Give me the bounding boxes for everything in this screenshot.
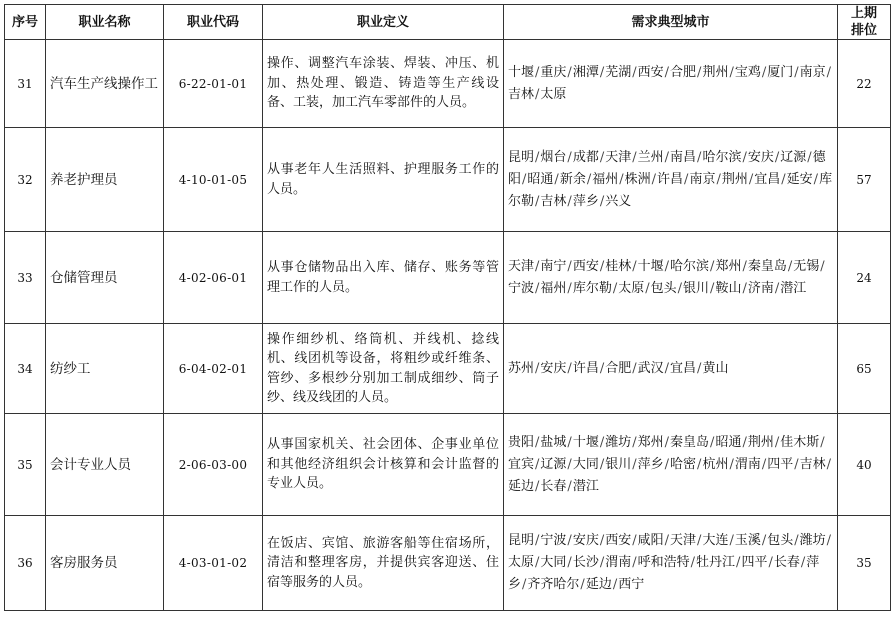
header-idx: 序号 bbox=[5, 5, 46, 40]
city-name: 包头 bbox=[650, 280, 677, 296]
city-name: 哈尔滨 bbox=[702, 149, 742, 165]
city-separator: / bbox=[826, 456, 832, 472]
city-name: 四平 bbox=[741, 555, 768, 570]
city-name: 宁波 bbox=[540, 533, 567, 548]
city-name: 太原 bbox=[618, 280, 645, 296]
city-name: 安庆 bbox=[747, 149, 774, 165]
city-separator: / bbox=[794, 533, 799, 548]
city-separator: / bbox=[535, 149, 540, 165]
city-name: 长沙 bbox=[572, 555, 599, 570]
city-name: 许昌 bbox=[572, 360, 599, 376]
header-cities: 需求典型城市 bbox=[504, 5, 838, 40]
city-name: 荆州 bbox=[721, 171, 748, 187]
city-name: 南京 bbox=[799, 64, 826, 80]
row-last-rank: 65 bbox=[838, 324, 891, 414]
row-idx: 34 bbox=[5, 324, 46, 414]
city-name: 荆州 bbox=[747, 434, 774, 450]
table-row bbox=[5, 128, 891, 232]
city-name: 潜江 bbox=[780, 280, 807, 296]
row-job-code: 6-04-02-01 bbox=[164, 324, 263, 414]
city-separator: / bbox=[535, 193, 540, 209]
row-idx: 35 bbox=[5, 414, 46, 516]
city-name: 厦门 bbox=[767, 64, 794, 80]
city-separator: / bbox=[664, 64, 670, 80]
city-separator: / bbox=[781, 171, 786, 187]
city-separator: / bbox=[787, 258, 793, 274]
city-name: 十堰 bbox=[508, 64, 535, 80]
city-separator: / bbox=[535, 478, 540, 494]
city-separator: / bbox=[697, 149, 702, 165]
table-row bbox=[5, 232, 891, 324]
city-separator: / bbox=[535, 555, 540, 570]
city-name: 昆明 bbox=[508, 149, 535, 165]
city-separator: / bbox=[632, 434, 637, 450]
city-name: 秦皇岛 bbox=[747, 258, 787, 274]
city-separator: / bbox=[664, 533, 670, 548]
city-name: 潍坊 bbox=[799, 533, 826, 548]
city-separator: / bbox=[567, 280, 572, 296]
city-name: 郑州 bbox=[637, 434, 664, 450]
row-job-definition: 从事老年人生活照料、护理服务工作的人员。 bbox=[263, 128, 504, 232]
city-separator: / bbox=[761, 456, 767, 472]
city-separator: / bbox=[599, 456, 605, 472]
city-name: 大连 bbox=[702, 533, 729, 548]
city-separator: / bbox=[599, 193, 605, 209]
city-name: 烟台 bbox=[540, 149, 567, 165]
city-separator: / bbox=[690, 555, 696, 570]
city-separator: / bbox=[664, 258, 670, 274]
city-separator: / bbox=[535, 258, 540, 274]
city-separator: / bbox=[522, 577, 527, 592]
city-separator: / bbox=[567, 456, 572, 472]
city-name: 库尔勒 bbox=[508, 171, 833, 209]
city-name: 合肥 bbox=[605, 360, 632, 376]
city-name: 宁波 bbox=[508, 280, 535, 296]
job-demand-table bbox=[4, 4, 891, 611]
header-rank: 上期排位 bbox=[838, 5, 891, 40]
city-separator: / bbox=[710, 258, 715, 274]
city-separator: / bbox=[774, 149, 780, 165]
row-cities bbox=[504, 516, 838, 611]
city-name: 潜江 bbox=[572, 478, 599, 494]
city-separator: / bbox=[729, 456, 734, 472]
city-separator: / bbox=[710, 280, 715, 296]
city-name: 南宁 bbox=[540, 258, 567, 274]
city-separator: / bbox=[664, 456, 670, 472]
city-name: 重庆 bbox=[540, 64, 567, 80]
row-last-rank: 24 bbox=[838, 232, 891, 324]
city-name: 十堰 bbox=[572, 434, 599, 450]
city-separator: / bbox=[632, 555, 637, 570]
city-separator: / bbox=[632, 456, 637, 472]
city-separator: / bbox=[820, 258, 825, 274]
city-name: 佳木斯 bbox=[780, 434, 820, 450]
city-separator: / bbox=[567, 434, 572, 450]
table-row bbox=[5, 516, 891, 611]
city-name: 湘潭 bbox=[572, 64, 599, 80]
city-name: 新余 bbox=[559, 171, 586, 187]
row-idx: 31 bbox=[5, 40, 46, 128]
city-separator: / bbox=[599, 434, 605, 450]
city-separator: / bbox=[554, 171, 559, 187]
city-separator: / bbox=[807, 149, 812, 165]
city-separator: / bbox=[535, 456, 540, 472]
city-name: 辽源 bbox=[540, 456, 567, 472]
city-separator: / bbox=[567, 478, 572, 494]
city-separator: / bbox=[567, 149, 572, 165]
city-separator: / bbox=[677, 280, 683, 296]
city-name: 安庆 bbox=[540, 360, 567, 376]
city-separator: / bbox=[599, 149, 605, 165]
city-separator: / bbox=[800, 555, 806, 570]
city-separator: / bbox=[599, 64, 605, 80]
city-name: 西宁 bbox=[618, 577, 645, 592]
city-separator: / bbox=[632, 64, 637, 80]
city-separator: / bbox=[599, 533, 605, 548]
city-name: 昭通 bbox=[715, 434, 742, 450]
row-job-name: 养老护理员 bbox=[46, 128, 164, 232]
city-name: 哈密 bbox=[670, 456, 697, 472]
city-name: 西安 bbox=[637, 64, 664, 80]
city-name: 潍坊 bbox=[605, 434, 632, 450]
row-last-rank: 35 bbox=[838, 516, 891, 611]
city-separator: / bbox=[567, 258, 572, 274]
city-separator: / bbox=[567, 64, 572, 80]
city-separator: / bbox=[535, 64, 540, 80]
row-job-definition: 从事国家机关、社会团体、企事业单位和其他经济组织会计核算和会计监督的专业人员。 bbox=[263, 414, 504, 516]
city-name: 株洲 bbox=[624, 171, 651, 187]
city-separator: / bbox=[761, 64, 767, 80]
city-name: 苏州 bbox=[508, 360, 535, 376]
city-name: 贵阳 bbox=[508, 434, 535, 450]
city-name: 武汉 bbox=[637, 360, 664, 376]
city-separator: / bbox=[567, 360, 572, 376]
city-name: 盐城 bbox=[540, 434, 567, 450]
city-separator: / bbox=[774, 280, 780, 296]
city-separator: / bbox=[826, 64, 832, 80]
header-row bbox=[5, 5, 891, 40]
city-separator: / bbox=[684, 171, 689, 187]
city-separator: / bbox=[632, 258, 637, 274]
row-job-name: 纺纱工 bbox=[46, 324, 164, 414]
row-job-name: 会计专业人员 bbox=[46, 414, 164, 516]
city-name: 成都 bbox=[572, 149, 599, 165]
city-name: 吉林 bbox=[799, 456, 826, 472]
city-name: 德阳 bbox=[508, 149, 826, 187]
table-row bbox=[5, 324, 891, 414]
job-demand-table-page bbox=[4, 4, 891, 611]
city-name: 渭南 bbox=[605, 555, 632, 570]
city-name: 咸阳 bbox=[637, 533, 664, 548]
city-name: 银川 bbox=[605, 456, 632, 472]
city-separator: / bbox=[567, 533, 572, 548]
city-separator: / bbox=[632, 149, 637, 165]
city-name: 南京 bbox=[689, 171, 716, 187]
city-name: 黄山 bbox=[702, 360, 729, 376]
city-name: 长春 bbox=[540, 478, 567, 494]
city-separator: / bbox=[813, 171, 819, 187]
city-name: 西安 bbox=[605, 533, 632, 548]
city-name: 宝鸡 bbox=[734, 64, 761, 80]
city-name: 无锡 bbox=[793, 258, 820, 274]
city-separator: / bbox=[586, 171, 592, 187]
city-name: 萍乡 bbox=[637, 456, 664, 472]
city-separator: / bbox=[535, 86, 540, 102]
city-name: 大同 bbox=[540, 555, 567, 570]
city-name: 萍乡 bbox=[572, 193, 599, 209]
city-name: 郑州 bbox=[715, 258, 742, 274]
row-idx: 36 bbox=[5, 516, 46, 611]
header-definition: 职业定义 bbox=[263, 5, 504, 40]
city-separator: / bbox=[826, 533, 832, 548]
city-name: 太原 bbox=[540, 86, 567, 102]
header-name: 职业名称 bbox=[46, 5, 164, 40]
city-name: 福州 bbox=[540, 280, 567, 296]
city-separator: / bbox=[664, 360, 670, 376]
city-separator: / bbox=[716, 171, 721, 187]
city-separator: / bbox=[794, 64, 799, 80]
city-name: 兴义 bbox=[605, 193, 632, 209]
city-name: 合肥 bbox=[670, 64, 697, 80]
city-name: 哈尔滨 bbox=[670, 258, 710, 274]
city-name: 天津 bbox=[605, 149, 632, 165]
city-separator: / bbox=[522, 171, 527, 187]
city-separator: / bbox=[742, 434, 747, 450]
row-idx: 32 bbox=[5, 128, 46, 232]
row-job-code: 4-03-01-02 bbox=[164, 516, 263, 611]
row-cities bbox=[504, 128, 838, 232]
row-job-name: 客房服务员 bbox=[46, 516, 164, 611]
city-name: 南昌 bbox=[670, 149, 697, 165]
city-name: 安庆 bbox=[572, 533, 599, 548]
row-job-code: 4-02-06-01 bbox=[164, 232, 263, 324]
table-row bbox=[5, 414, 891, 516]
city-name: 吉林 bbox=[540, 193, 567, 209]
city-separator: / bbox=[664, 149, 670, 165]
city-name: 辽源 bbox=[780, 149, 807, 165]
city-name: 桂林 bbox=[605, 258, 632, 274]
row-cities bbox=[504, 40, 838, 128]
city-name: 荆州 bbox=[702, 64, 729, 80]
city-name: 包头 bbox=[767, 533, 794, 548]
city-separator: / bbox=[535, 360, 540, 376]
row-last-rank: 22 bbox=[838, 40, 891, 128]
city-separator: / bbox=[612, 577, 618, 592]
city-name: 牡丹江 bbox=[696, 555, 736, 570]
city-separator: / bbox=[729, 533, 734, 548]
city-separator: / bbox=[774, 434, 780, 450]
row-cities bbox=[504, 324, 838, 414]
row-idx: 33 bbox=[5, 232, 46, 324]
city-name: 齐齐哈尔 bbox=[527, 577, 580, 592]
city-name: 延边 bbox=[508, 478, 535, 494]
city-separator: / bbox=[567, 555, 572, 570]
city-separator: / bbox=[729, 64, 734, 80]
city-name: 许昌 bbox=[657, 171, 684, 187]
city-separator: / bbox=[651, 171, 657, 187]
city-separator: / bbox=[632, 360, 637, 376]
table-row bbox=[5, 40, 891, 128]
city-separator: / bbox=[535, 280, 540, 296]
row-job-code: 4-10-01-05 bbox=[164, 128, 263, 232]
city-name: 西安 bbox=[572, 258, 599, 274]
city-name: 渭南 bbox=[734, 456, 761, 472]
city-separator: / bbox=[632, 533, 637, 548]
city-name: 延安 bbox=[786, 171, 813, 187]
city-name: 芜湖 bbox=[605, 64, 632, 80]
city-name: 天津 bbox=[508, 258, 535, 274]
city-separator: / bbox=[820, 434, 825, 450]
city-name: 库尔勒 bbox=[572, 280, 612, 296]
city-separator: / bbox=[742, 258, 747, 274]
row-cities bbox=[504, 232, 838, 324]
row-job-name: 仓储管理员 bbox=[46, 232, 164, 324]
city-name: 呼和浩特 bbox=[637, 555, 690, 570]
city-name: 福州 bbox=[592, 171, 619, 187]
city-separator: / bbox=[599, 360, 605, 376]
city-separator: / bbox=[664, 434, 670, 450]
city-separator: / bbox=[742, 149, 747, 165]
row-job-definition: 操作、调整汽车涂装、焊装、冲压、机加、热处理、锻造、铸造等生产线设备、工装，加工汽车零部件的人员。 bbox=[263, 40, 504, 128]
city-separator: / bbox=[768, 555, 773, 570]
city-separator: / bbox=[567, 193, 572, 209]
city-name: 延边 bbox=[585, 577, 612, 592]
city-separator: / bbox=[697, 533, 702, 548]
city-name: 秦皇岛 bbox=[670, 434, 710, 450]
city-separator: / bbox=[535, 434, 540, 450]
city-separator: / bbox=[697, 456, 702, 472]
city-separator: / bbox=[697, 64, 702, 80]
city-separator: / bbox=[748, 171, 754, 187]
city-name: 宜宾 bbox=[508, 456, 535, 472]
city-separator: / bbox=[612, 280, 618, 296]
row-job-definition: 从事仓储物品出入库、储存、账务等管理工作的人员。 bbox=[263, 232, 504, 324]
city-name: 萍乡 bbox=[508, 555, 820, 592]
city-separator: / bbox=[599, 258, 605, 274]
city-name: 吉林 bbox=[508, 86, 535, 102]
city-name: 天津 bbox=[670, 533, 697, 548]
row-job-definition: 操作细纱机、络筒机、并线机、捻线机、线团机等设备，将粗纱或纤维条、管纱、多根纱分别加工制成细纱、筒子纱、线及线团的人员。 bbox=[263, 324, 504, 414]
row-job-definition: 在饭店、宾馆、旅游客船等住宿场所，清洁和整理客房，并提供宾客迎送、住宿等服务的人员。 bbox=[263, 516, 504, 611]
city-name: 兰州 bbox=[637, 149, 664, 165]
city-name: 宜昌 bbox=[754, 171, 781, 187]
city-name: 玉溪 bbox=[734, 533, 761, 548]
city-separator: / bbox=[580, 577, 585, 592]
row-last-rank: 57 bbox=[838, 128, 891, 232]
row-last-rank: 40 bbox=[838, 414, 891, 516]
city-separator: / bbox=[645, 280, 650, 296]
city-name: 昆明 bbox=[508, 533, 535, 548]
city-name: 鞍山 bbox=[715, 280, 742, 296]
city-separator: / bbox=[761, 533, 767, 548]
city-separator: / bbox=[736, 555, 741, 570]
city-name: 十堰 bbox=[637, 258, 664, 274]
city-name: 济南 bbox=[747, 280, 774, 296]
city-name: 宜昌 bbox=[670, 360, 697, 376]
city-separator: / bbox=[599, 555, 605, 570]
city-separator: / bbox=[710, 434, 715, 450]
city-name: 太原 bbox=[508, 555, 535, 570]
header-code: 职业代码 bbox=[164, 5, 263, 40]
city-name: 大同 bbox=[572, 456, 599, 472]
row-cities bbox=[504, 414, 838, 516]
row-job-code: 6-22-01-01 bbox=[164, 40, 263, 128]
row-job-name: 汽车生产线操作工 bbox=[46, 40, 164, 128]
city-name: 昭通 bbox=[527, 171, 554, 187]
row-job-code: 2-06-03-00 bbox=[164, 414, 263, 516]
city-name: 银川 bbox=[683, 280, 710, 296]
city-separator: / bbox=[742, 280, 747, 296]
city-name: 杭州 bbox=[702, 456, 729, 472]
city-separator: / bbox=[697, 360, 702, 376]
city-separator: / bbox=[535, 533, 540, 548]
city-separator: / bbox=[794, 456, 799, 472]
city-name: 四平 bbox=[767, 456, 794, 472]
city-separator: / bbox=[619, 171, 624, 187]
city-name: 长春 bbox=[773, 555, 800, 570]
